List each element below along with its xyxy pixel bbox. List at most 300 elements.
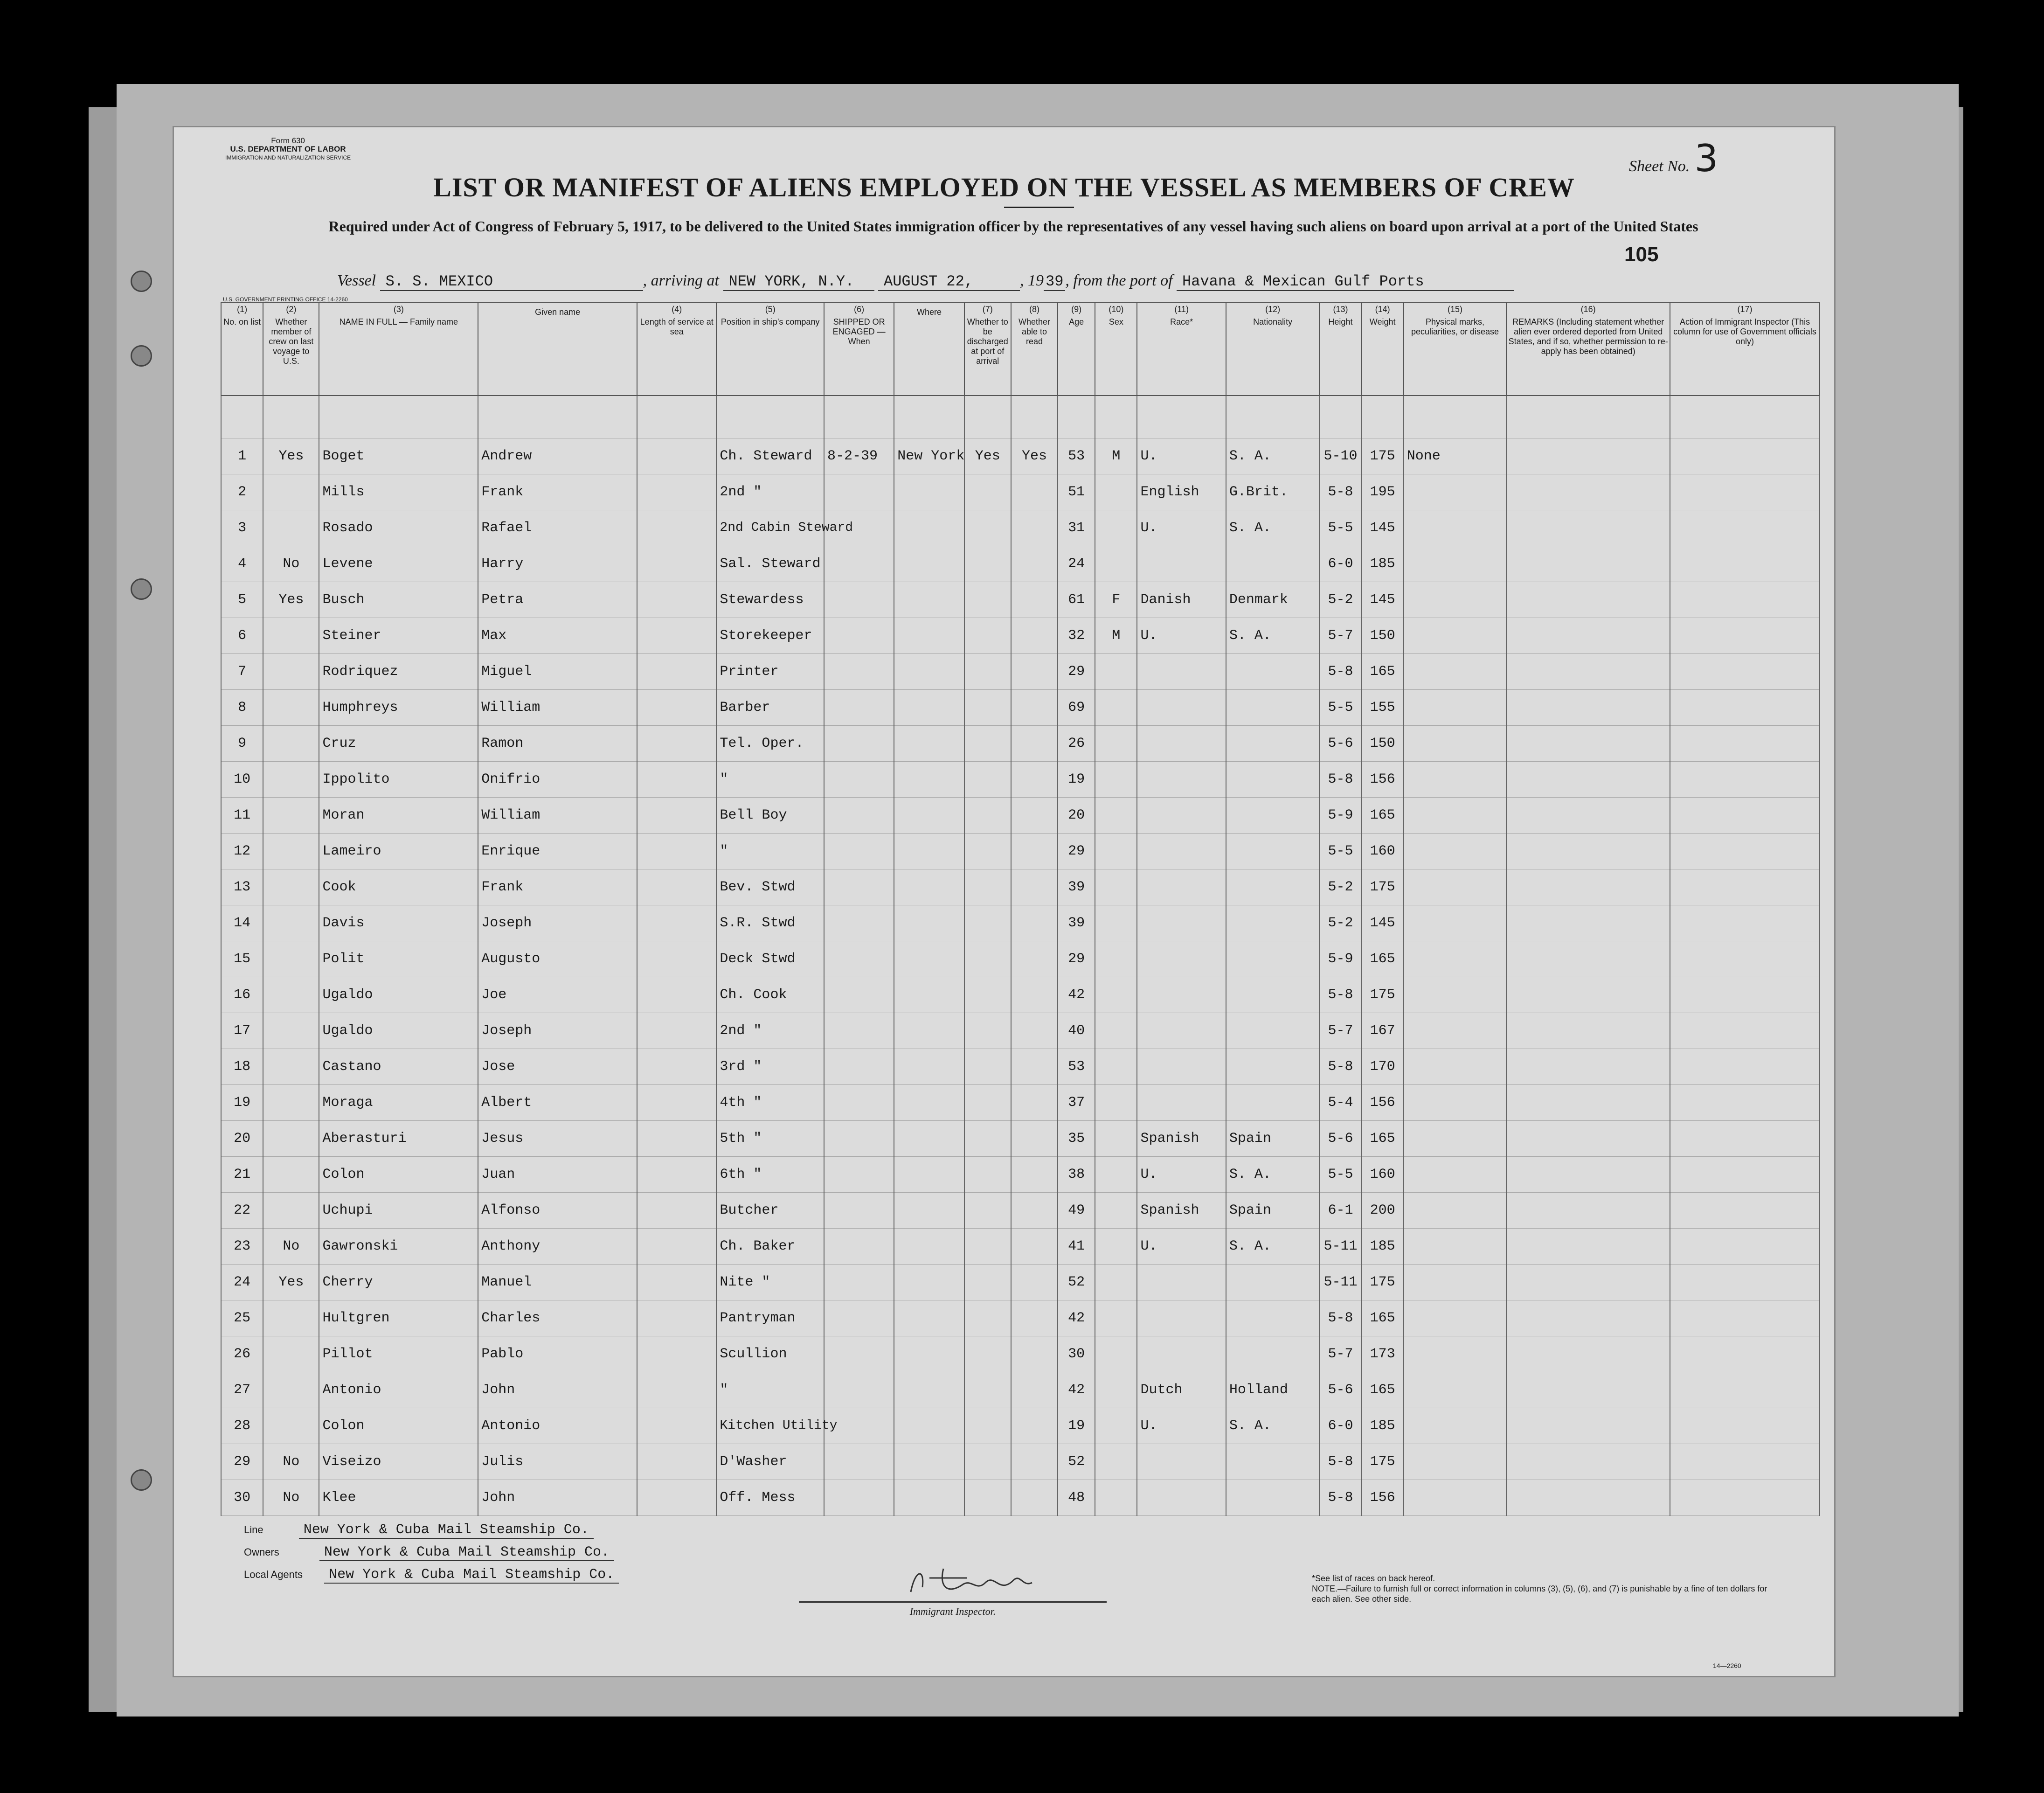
given-name-cell: Frank	[478, 474, 637, 510]
column-header	[1011, 302, 1058, 396]
previous-voyage-cell	[263, 726, 319, 762]
row-number-cell: 16	[221, 977, 263, 1013]
shipped-where-cell	[894, 762, 964, 798]
shipped-when-cell	[824, 1444, 894, 1480]
sex-cell	[1095, 1085, 1137, 1121]
inspector-action-cell	[1670, 834, 1820, 869]
nationality-cell	[1226, 762, 1319, 798]
column-number: (5)	[765, 305, 776, 314]
sex-cell	[1095, 1121, 1137, 1157]
owners-row: Owners New York & Cuba Mail Steamship Co.	[244, 1544, 614, 1560]
race-cell: U.	[1137, 618, 1226, 654]
length-of-service-cell	[637, 1157, 716, 1193]
column-label: SHIPPED OR ENGAGED — When	[832, 317, 886, 346]
column-label: Race*	[1170, 317, 1193, 327]
discharged-cell	[964, 1193, 1011, 1229]
weight-cell: 156	[1362, 762, 1404, 798]
given-name-cell: Pablo	[478, 1336, 637, 1372]
shipped-when-cell	[824, 1372, 894, 1408]
discharged-cell	[964, 1049, 1011, 1085]
remarks-cell	[1506, 977, 1670, 1013]
inspector-action-cell	[1670, 798, 1820, 834]
nationality-cell	[1226, 834, 1319, 869]
inspector-action-cell	[1670, 1193, 1820, 1229]
remarks-cell	[1506, 798, 1670, 834]
shipped-when-cell	[824, 1085, 894, 1121]
height-cell: 5-11	[1319, 1229, 1361, 1265]
able-to-read-cell	[1011, 474, 1058, 510]
weight-cell: 165	[1362, 941, 1404, 977]
race-cell	[1137, 905, 1226, 941]
discharged-cell	[964, 726, 1011, 762]
nationality-cell	[1226, 905, 1319, 941]
column-header	[221, 302, 263, 396]
physical-marks-cell	[1404, 905, 1507, 941]
row-number-cell: 29	[221, 1444, 263, 1480]
column-label: Physical marks, peculiarities, or disease	[1411, 317, 1499, 336]
length-of-service-cell	[637, 1444, 716, 1480]
inspector-action-cell	[1670, 582, 1820, 618]
race-cell	[1137, 941, 1226, 977]
able-to-read-cell	[1011, 1085, 1058, 1121]
row-number-cell: 10	[221, 762, 263, 798]
shipped-where-cell	[894, 546, 964, 582]
length-of-service-cell	[637, 1085, 716, 1121]
remarks-cell	[1506, 726, 1670, 762]
column-header	[1058, 302, 1095, 396]
physical-marks-cell	[1404, 1229, 1507, 1265]
remarks-cell	[1506, 546, 1670, 582]
discharged-cell	[964, 1265, 1011, 1300]
previous-voyage-cell	[263, 1085, 319, 1121]
age-cell: 42	[1058, 977, 1095, 1013]
position-cell: Ch. Cook	[716, 977, 824, 1013]
age-cell: 49	[1058, 1193, 1095, 1229]
column-number: (8)	[1029, 305, 1039, 314]
previous-voyage-cell	[263, 1408, 319, 1444]
column-label: Where	[916, 307, 942, 317]
nationality-cell: S. A.	[1226, 510, 1319, 546]
column-number: (11)	[1174, 305, 1189, 314]
given-name-cell: Frank	[478, 869, 637, 905]
remarks-cell	[1506, 1193, 1670, 1229]
sex-cell	[1095, 1193, 1137, 1229]
row-number-cell: 12	[221, 834, 263, 869]
inspector-action-cell	[1670, 905, 1820, 941]
age-cell: 35	[1058, 1121, 1095, 1157]
weight-cell: 145	[1362, 905, 1404, 941]
age-cell: 52	[1058, 1444, 1095, 1480]
table-header-row	[221, 302, 1820, 396]
height-cell: 5-5	[1319, 690, 1361, 726]
punch-hole	[131, 271, 152, 292]
physical-marks-cell	[1404, 869, 1507, 905]
previous-voyage-cell: No	[263, 1480, 319, 1516]
table-row	[221, 905, 1820, 941]
previous-voyage-cell	[263, 1372, 319, 1408]
height-cell: 5-4	[1319, 1085, 1361, 1121]
column-header	[1095, 302, 1137, 396]
remarks-cell	[1506, 1480, 1670, 1516]
position-cell: 3rd "	[716, 1049, 824, 1085]
shipped-where-cell	[894, 474, 964, 510]
remarks-cell	[1506, 1265, 1670, 1300]
table-row	[221, 834, 1820, 869]
previous-voyage-cell	[263, 1193, 319, 1229]
sex-cell	[1095, 1157, 1137, 1193]
manifest-sheet	[173, 126, 1836, 1677]
discharged-cell	[964, 1229, 1011, 1265]
column-number: (12)	[1265, 305, 1281, 314]
column-number: (10)	[1109, 305, 1124, 314]
previous-voyage-cell	[263, 654, 319, 690]
sex-cell	[1095, 1480, 1137, 1516]
physical-marks-cell	[1404, 546, 1507, 582]
nationality-cell	[1226, 1265, 1319, 1300]
family-name-cell: Klee	[319, 1480, 478, 1516]
discharged-cell	[964, 546, 1011, 582]
column-header	[478, 302, 637, 396]
length-of-service-cell	[637, 1193, 716, 1229]
table-row	[221, 474, 1820, 510]
position-cell: Tel. Oper.	[716, 726, 824, 762]
previous-voyage-cell	[263, 618, 319, 654]
race-cell	[1137, 1300, 1226, 1336]
discharged-cell	[964, 869, 1011, 905]
column-label: REMARKS (Including statement whether alien ever ordered deported from United States, and if so, whether permission to re-apply has been obtained)	[1508, 317, 1668, 356]
shipped-where-cell	[894, 1157, 964, 1193]
weight-cell: 173	[1362, 1336, 1404, 1372]
able-to-read-cell	[1011, 762, 1058, 798]
height-cell: 5-6	[1319, 1121, 1361, 1157]
sex-cell	[1095, 869, 1137, 905]
family-name-cell: Davis	[319, 905, 478, 941]
shipped-where-cell	[894, 941, 964, 977]
height-cell: 6-0	[1319, 1408, 1361, 1444]
nationality-cell	[1226, 1049, 1319, 1085]
height-cell: 5-8	[1319, 474, 1361, 510]
nationality-cell: Spain	[1226, 1121, 1319, 1157]
sex-cell	[1095, 834, 1137, 869]
weight-cell: 175	[1362, 977, 1404, 1013]
able-to-read-cell	[1011, 869, 1058, 905]
age-cell: 42	[1058, 1300, 1095, 1336]
family-name-cell: Viseizo	[319, 1444, 478, 1480]
height-cell: 5-5	[1319, 510, 1361, 546]
length-of-service-cell	[637, 941, 716, 977]
table-row	[221, 1121, 1820, 1157]
nationality-cell	[1226, 1085, 1319, 1121]
page-title: LIST OR MANIFEST OF ALIENS EMPLOYED ON THE VESSEL AS MEMBERS OF CREW	[433, 172, 1575, 202]
column-label: Whether to be discharged at port of arrival	[967, 317, 1008, 366]
shipped-when-cell	[824, 1049, 894, 1085]
shipped-where-cell	[894, 654, 964, 690]
table-row	[221, 1265, 1820, 1300]
age-cell: 69	[1058, 690, 1095, 726]
family-name-cell: Hultgren	[319, 1300, 478, 1336]
physical-marks-cell	[1404, 690, 1507, 726]
age-cell: 31	[1058, 510, 1095, 546]
weight-cell: 156	[1362, 1480, 1404, 1516]
column-header	[964, 302, 1011, 396]
line-value: New York & Cuba Mail Steamship Co.	[299, 1522, 594, 1539]
able-to-read-cell	[1011, 546, 1058, 582]
column-label: Weight	[1369, 317, 1396, 327]
family-name-cell: Colon	[319, 1408, 478, 1444]
age-cell: 29	[1058, 941, 1095, 977]
shipped-where-cell	[894, 798, 964, 834]
inspector-action-cell	[1670, 1157, 1820, 1193]
nationality-cell: G.Brit.	[1226, 474, 1319, 510]
sex-cell	[1095, 1372, 1137, 1408]
inspector-action-cell	[1670, 654, 1820, 690]
shipped-where-cell	[894, 1049, 964, 1085]
discharged-cell	[964, 834, 1011, 869]
family-name-cell: Levene	[319, 546, 478, 582]
given-name-cell: Joe	[478, 977, 637, 1013]
column-header	[824, 302, 894, 396]
remarks-cell	[1506, 1372, 1670, 1408]
row-number-cell: 7	[221, 654, 263, 690]
row-number-cell: 2	[221, 474, 263, 510]
shipped-when-cell	[824, 474, 894, 510]
weight-cell: 156	[1362, 1085, 1404, 1121]
length-of-service-cell	[637, 1121, 716, 1157]
column-label: Whether member of crew on last voyage to U.S.	[269, 317, 314, 366]
table-row	[221, 941, 1820, 977]
given-name-cell: Petra	[478, 582, 637, 618]
able-to-read-cell	[1011, 1193, 1058, 1229]
discharged-cell	[964, 1121, 1011, 1157]
shipped-when-cell	[824, 762, 894, 798]
nationality-cell: S. A.	[1226, 1157, 1319, 1193]
age-cell: 42	[1058, 1372, 1095, 1408]
length-of-service-cell	[637, 618, 716, 654]
row-number-cell: 23	[221, 1229, 263, 1265]
inspector-action-cell	[1670, 1121, 1820, 1157]
owners-value: New York & Cuba Mail Steamship Co.	[319, 1544, 614, 1561]
nationality-cell	[1226, 546, 1319, 582]
able-to-read-cell	[1011, 618, 1058, 654]
nationality-cell	[1226, 726, 1319, 762]
legal-note: *See list of races on back hereof. NOTE.—Failure to furnish full or correct information in columns (3), (5), (6), and (7) is punishable by a fine of ten dollars for each alien. See other side.	[1312, 1574, 1767, 1604]
given-name-cell: Charles	[478, 1300, 637, 1336]
family-name-cell: Lameiro	[319, 834, 478, 869]
row-number-cell: 18	[221, 1049, 263, 1085]
position-cell: 2nd "	[716, 474, 824, 510]
line-row: Line New York & Cuba Mail Steamship Co.	[244, 1522, 594, 1538]
shipped-where-cell	[894, 1480, 964, 1516]
family-name-cell: Polit	[319, 941, 478, 977]
row-number-cell: 21	[221, 1157, 263, 1193]
remarks-cell	[1506, 618, 1670, 654]
discharged-cell	[964, 762, 1011, 798]
column-header	[1319, 302, 1361, 396]
remarks-cell	[1506, 762, 1670, 798]
column-label: NAME IN FULL — Family name	[339, 317, 458, 327]
weight-cell: 145	[1362, 510, 1404, 546]
physical-marks-cell: None	[1404, 438, 1507, 474]
length-of-service-cell	[637, 474, 716, 510]
discharged-cell	[964, 1480, 1011, 1516]
family-name-cell: Moraga	[319, 1085, 478, 1121]
shipped-where-cell	[894, 618, 964, 654]
table-row	[221, 1336, 1820, 1372]
discharged-cell	[964, 1300, 1011, 1336]
remarks-cell	[1506, 905, 1670, 941]
position-cell: Ch. Baker	[716, 1229, 824, 1265]
race-cell	[1137, 654, 1226, 690]
shipped-where-cell	[894, 510, 964, 546]
given-name-cell: Ramon	[478, 726, 637, 762]
remarks-cell	[1506, 510, 1670, 546]
previous-voyage-cell	[263, 690, 319, 726]
given-name-cell: Augusto	[478, 941, 637, 977]
previous-voyage-cell	[263, 977, 319, 1013]
row-number-cell: 4	[221, 546, 263, 582]
length-of-service-cell	[637, 690, 716, 726]
position-cell: Bell Boy	[716, 798, 824, 834]
shipped-when-cell	[824, 1193, 894, 1229]
age-cell: 53	[1058, 1049, 1095, 1085]
nationality-cell	[1226, 654, 1319, 690]
weight-cell: 185	[1362, 1408, 1404, 1444]
inspector-action-cell	[1670, 546, 1820, 582]
shipped-where-cell	[894, 1265, 964, 1300]
page-number: 105	[1624, 243, 1659, 266]
table-row	[221, 798, 1820, 834]
length-of-service-cell	[637, 510, 716, 546]
position-cell: Stewardess	[716, 582, 824, 618]
table-row	[221, 762, 1820, 798]
shipped-where-cell	[894, 1372, 964, 1408]
inspector-action-cell	[1670, 1444, 1820, 1480]
inspector-action-cell	[1670, 1336, 1820, 1372]
shipped-when-cell	[824, 869, 894, 905]
race-cell	[1137, 1480, 1226, 1516]
race-cell	[1137, 726, 1226, 762]
shipped-where-cell: New York	[894, 438, 964, 474]
nationality-cell	[1226, 941, 1319, 977]
discharged-cell	[964, 1085, 1011, 1121]
shipped-when-cell	[824, 582, 894, 618]
sheet-number: Sheet No. 3	[1629, 137, 1718, 180]
discharged-cell	[964, 941, 1011, 977]
race-cell: U.	[1137, 1229, 1226, 1265]
discharged-cell	[964, 618, 1011, 654]
able-to-read-cell	[1011, 1049, 1058, 1085]
age-cell: 38	[1058, 1157, 1095, 1193]
table-row	[221, 618, 1820, 654]
length-of-service-cell	[637, 1408, 716, 1444]
able-to-read-cell	[1011, 1157, 1058, 1193]
length-of-service-cell	[637, 798, 716, 834]
discharged-cell: Yes	[964, 438, 1011, 474]
crew-table	[221, 302, 1820, 1516]
position-cell: 4th "	[716, 1085, 824, 1121]
physical-marks-cell	[1404, 474, 1507, 510]
given-name-cell: Joseph	[478, 1013, 637, 1049]
race-cell	[1137, 1049, 1226, 1085]
height-cell: 6-0	[1319, 546, 1361, 582]
column-label: Height	[1328, 317, 1353, 327]
inspector-action-cell	[1670, 977, 1820, 1013]
height-cell: 5-9	[1319, 941, 1361, 977]
remarks-cell	[1506, 690, 1670, 726]
shipped-where-cell	[894, 726, 964, 762]
row-number-cell: 14	[221, 905, 263, 941]
nationality-cell: Denmark	[1226, 582, 1319, 618]
physical-marks-cell	[1404, 1085, 1507, 1121]
column-header	[1137, 302, 1226, 396]
inspector-action-cell	[1670, 1408, 1820, 1444]
shipped-when-cell	[824, 1300, 894, 1336]
position-cell: Scullion	[716, 1336, 824, 1372]
position-cell: Printer	[716, 654, 824, 690]
able-to-read-cell	[1011, 582, 1058, 618]
row-number-cell: 13	[221, 869, 263, 905]
arrival-port: NEW YORK, N.Y.	[723, 273, 874, 291]
physical-marks-cell	[1404, 1193, 1507, 1229]
weight-cell: 150	[1362, 726, 1404, 762]
race-cell: Dutch	[1137, 1372, 1226, 1408]
physical-marks-cell	[1404, 1444, 1507, 1480]
previous-voyage-cell	[263, 1121, 319, 1157]
row-number-cell: 6	[221, 618, 263, 654]
table-row	[221, 582, 1820, 618]
given-name-cell: Joseph	[478, 905, 637, 941]
inspector-action-cell	[1670, 1013, 1820, 1049]
position-cell: Pantryman	[716, 1300, 824, 1336]
previous-voyage-cell	[263, 941, 319, 977]
remarks-cell	[1506, 1444, 1670, 1480]
sex-cell	[1095, 1229, 1137, 1265]
sex-cell: F	[1095, 582, 1137, 618]
length-of-service-cell	[637, 762, 716, 798]
physical-marks-cell	[1404, 798, 1507, 834]
physical-marks-cell	[1404, 941, 1507, 977]
length-of-service-cell	[637, 1013, 716, 1049]
remarks-cell	[1506, 1336, 1670, 1372]
remarks-cell	[1506, 438, 1670, 474]
previous-voyage-cell	[263, 905, 319, 941]
remarks-cell	[1506, 474, 1670, 510]
row-number-cell: 15	[221, 941, 263, 977]
age-cell: 51	[1058, 474, 1095, 510]
shipped-when-cell	[824, 1336, 894, 1372]
weight-cell: 160	[1362, 1157, 1404, 1193]
given-name-cell: Max	[478, 618, 637, 654]
shipped-when-cell	[824, 654, 894, 690]
row-number-cell: 9	[221, 726, 263, 762]
physical-marks-cell	[1404, 1121, 1507, 1157]
inspector-action-cell	[1670, 690, 1820, 726]
table-row	[221, 438, 1820, 474]
title-rule	[1004, 207, 1074, 208]
height-cell: 5-5	[1319, 1157, 1361, 1193]
column-header	[1362, 302, 1404, 396]
given-name-cell: Enrique	[478, 834, 637, 869]
family-name-cell: Aberasturi	[319, 1121, 478, 1157]
inspector-action-cell	[1670, 510, 1820, 546]
able-to-read-cell	[1011, 977, 1058, 1013]
physical-marks-cell	[1404, 618, 1507, 654]
column-number: (1)	[237, 305, 248, 314]
previous-voyage-cell: Yes	[263, 438, 319, 474]
weight-cell: 145	[1362, 582, 1404, 618]
position-cell: S.R. Stwd	[716, 905, 824, 941]
shipped-where-cell	[894, 582, 964, 618]
